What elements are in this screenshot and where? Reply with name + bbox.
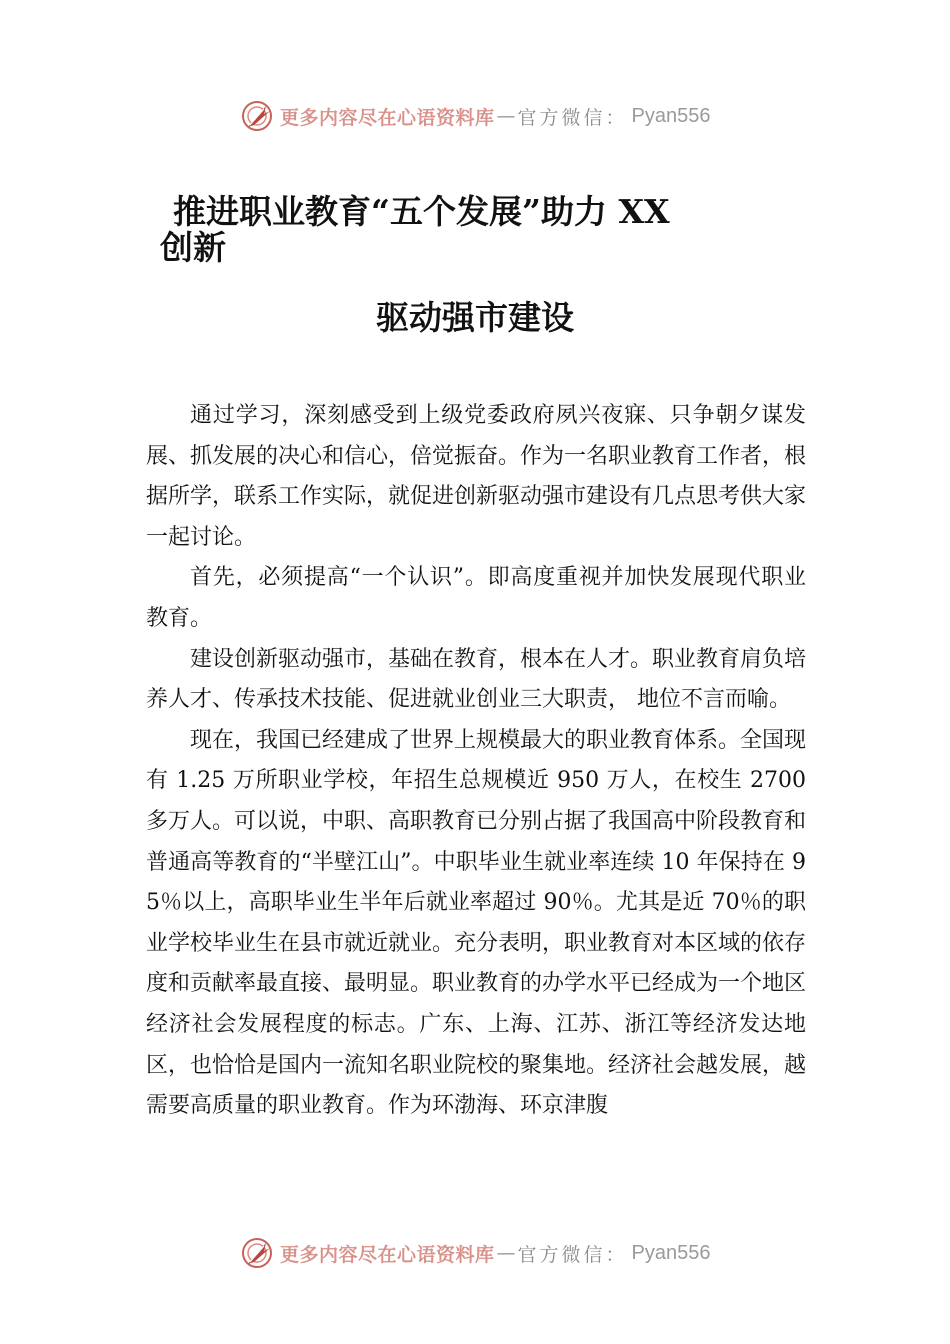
banner-wechat-label: 官方微信：	[517, 106, 628, 129]
body-paragraph: 现在，我国已经建成了世界上规模最大的职业教育体系。全国现有 1.25 万所职业学校，年招生总规模近 950 万人，在校生 2700 多万人。可以说，中职、高职教育已分别占据了我国高中阶段教育和普通高等教育的“半壁江山”。中职毕业生就业率连续 10 年保持在 95％以上，高职毕业生半年后就业率超过 90％。尤其是近 70％的职业学校毕业生在县市就近就业。充分表明，职业教育对本区域的依存度和贡献率最直接、最明显。职业教育的办学水平已经成为一个地区经济社会发展程度的标志。广东、上海、江苏、浙江等经济发达地区，也恰恰是国内一流知名职业院校的聚集地。经济社会越发展，越需要高质量的职业教育。作为环渤海、环京津腹	[146, 727, 807, 1119]
quill-logo-icon	[240, 99, 274, 133]
banner-slogan: 更多内容尽在心语资料库	[280, 1243, 495, 1266]
banner-wechat-id: Pyan556	[631, 104, 711, 127]
banner-separator: —	[496, 105, 516, 127]
banner-slogan: 更多内容尽在心语资料库	[280, 106, 495, 129]
banner-separator: —	[496, 1242, 516, 1264]
body-paragraph: 建设创新驱动强市，基础在教育，根本在人才。职业教育肩负培养人才、传承技术技能、促进就业创业三大职责， 地位不言而喻。	[146, 646, 807, 713]
body-paragraph: 通过学习，深刻感受到上级党委政府夙兴夜寐、只争朝夕谋发展、抓发展的决心和信心，倍觉振奋。作为一名职业教育工作者，根据所学，联系工作实际，就促进创新驱动强市建设有几点思考供大家一起讨论。	[146, 403, 807, 550]
document-title-line-1: 推进职业教育“五个发展”助力 XX	[173, 192, 670, 231]
document-title-line-3: 驱动强市建设	[376, 298, 574, 337]
footer-banner	[240, 1233, 711, 1273]
body-paragraph: 首先，必须提高“一个认识”。即高度重视并加快发展现代职业教育。	[146, 565, 806, 631]
quill-logo-icon	[240, 1236, 274, 1270]
header-banner	[240, 96, 711, 136]
document-title-line-2: 创新	[160, 228, 226, 267]
banner-wechat-id: Pyan556	[631, 1241, 711, 1264]
banner-wechat-label: 官方微信：	[517, 1243, 628, 1266]
document-body	[146, 396, 806, 1127]
